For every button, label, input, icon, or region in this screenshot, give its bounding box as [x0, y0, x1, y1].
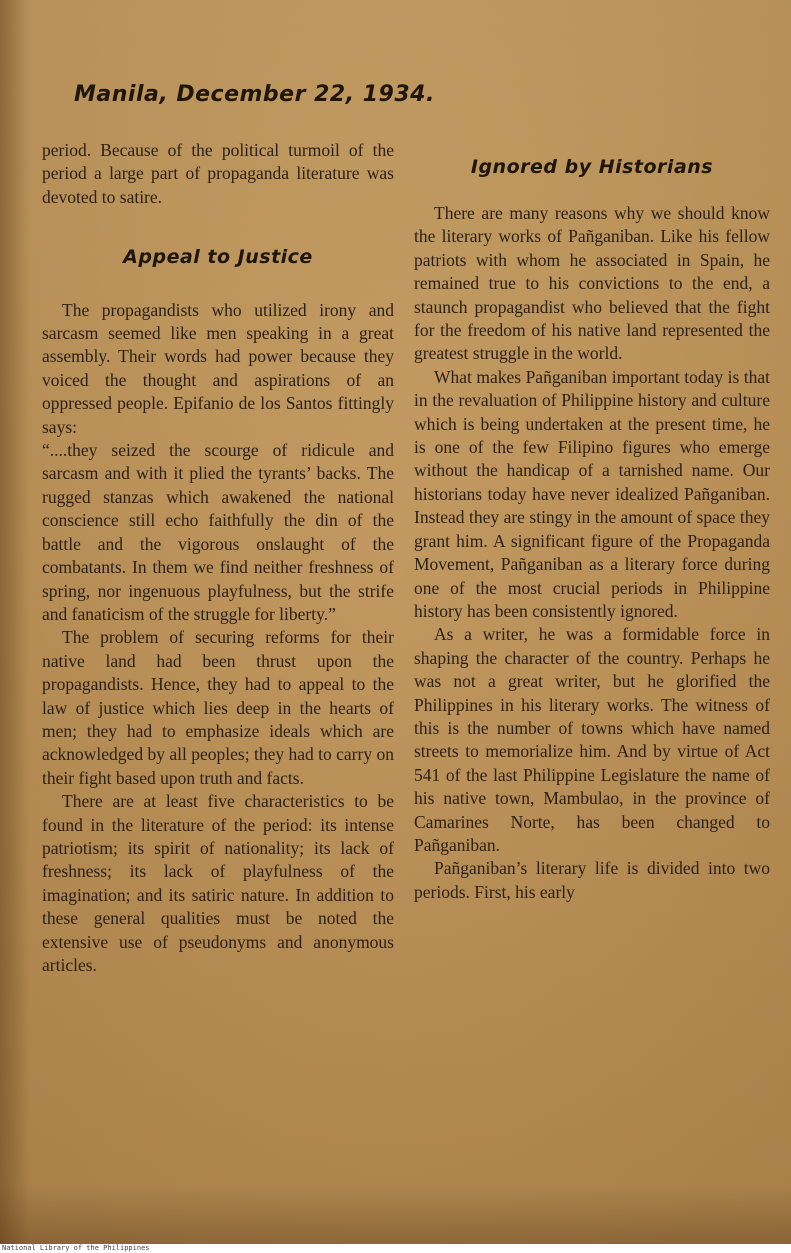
heading-ignored-by-historians: Ignored by Historians — [470, 156, 714, 178]
left-paragraph-4: There are at least five characteristics to be found in the literature of the period: its intense patriotism; its spirit of nationality; its lack of freshness; its lack of playfulness of the imagination; and its satiric nature. In addition to these general qualities must be noted the extensive use of pseudonyms and anonymous articles. — [42, 791, 394, 975]
right-paragraph-1: There are many reasons why we should know the literary works of Pañganiban. Like his fellow patriots with whom he associated in Spain, he remained true to his convictions to the end, a staunch propagandist who believed that the fight for the freedom of his native land represented the greatest struggle in the world. — [414, 203, 770, 364]
left-paragraph-1: period. Because of the political turmoil of the period a large part of propaganda literature was devoted to satire. — [42, 140, 394, 207]
right-paragraph-2: What makes Pañganiban important today is that in the revaluation of Philippine history and culture which is being undertaken at the present time, he is one of the few Filipino figures who emerge without the handicap of a tarnished name. Our historians today have never idealized Pañganiban. Instead they are stingy in the amount of space they grant him. A significant figure of the Propaganda Movement, Pañganiban as a literary force during one of the most crucial periods in Philippine history has been consistently ignored. — [414, 366, 770, 621]
archive-credit: National Library of the Philippines — [0, 1244, 791, 1253]
right-column — [414, 202, 770, 904]
dateline: Manila, December 22, 1934. — [74, 82, 435, 107]
block-quote: “....they seized the scourge of ridicule and sarcasm and with it plied the tyrants’ backs. The rugged stanzas which awakened the national conscience still echo faithfully the din of the battle and the vigorous onslaught of the combatants. In them we find neither freshness of spring, nor ingenuous playfulness, but the strife and fanaticism of the struggle for liberty.” — [42, 440, 394, 624]
left-paragraph-2: The propagandists who utilized irony and sarcasm seemed like men speaking in a great assembly. Their words had power because they voiced the thought and aspirations of an oppressed people. Epifanio de los Santos fittingly says: — [42, 299, 394, 437]
left-paragraph-3: The problem of securing reforms for their native land had been thrust upon the propagandists. Hence, they had to appeal to the law of justice which lies deep in the hearts of men; they had to emphasize ideals which are acknowledged by all peoples; they had to carry on their fight based upon truth and facts. — [42, 627, 394, 788]
right-paragraph-4: Pañganiban’s literary life is divided into two periods. First, his early — [414, 858, 770, 902]
left-column — [42, 139, 394, 977]
heading-appeal-to-justice: Appeal to Justice — [123, 246, 313, 269]
right-paragraph-3: As a writer, he was a formidable force in shaping the character of the country. Perhaps he was not a great writer, but he glorified the Philippines in his literary works. The witness of this is the number of towns which have named streets to memorialize him. And by virtue of Act 541 of the last Philippine Legislature the name of his native town, Mambulao, in the province of Camarines Norte, has been changed to Pañganiban. — [414, 624, 770, 855]
